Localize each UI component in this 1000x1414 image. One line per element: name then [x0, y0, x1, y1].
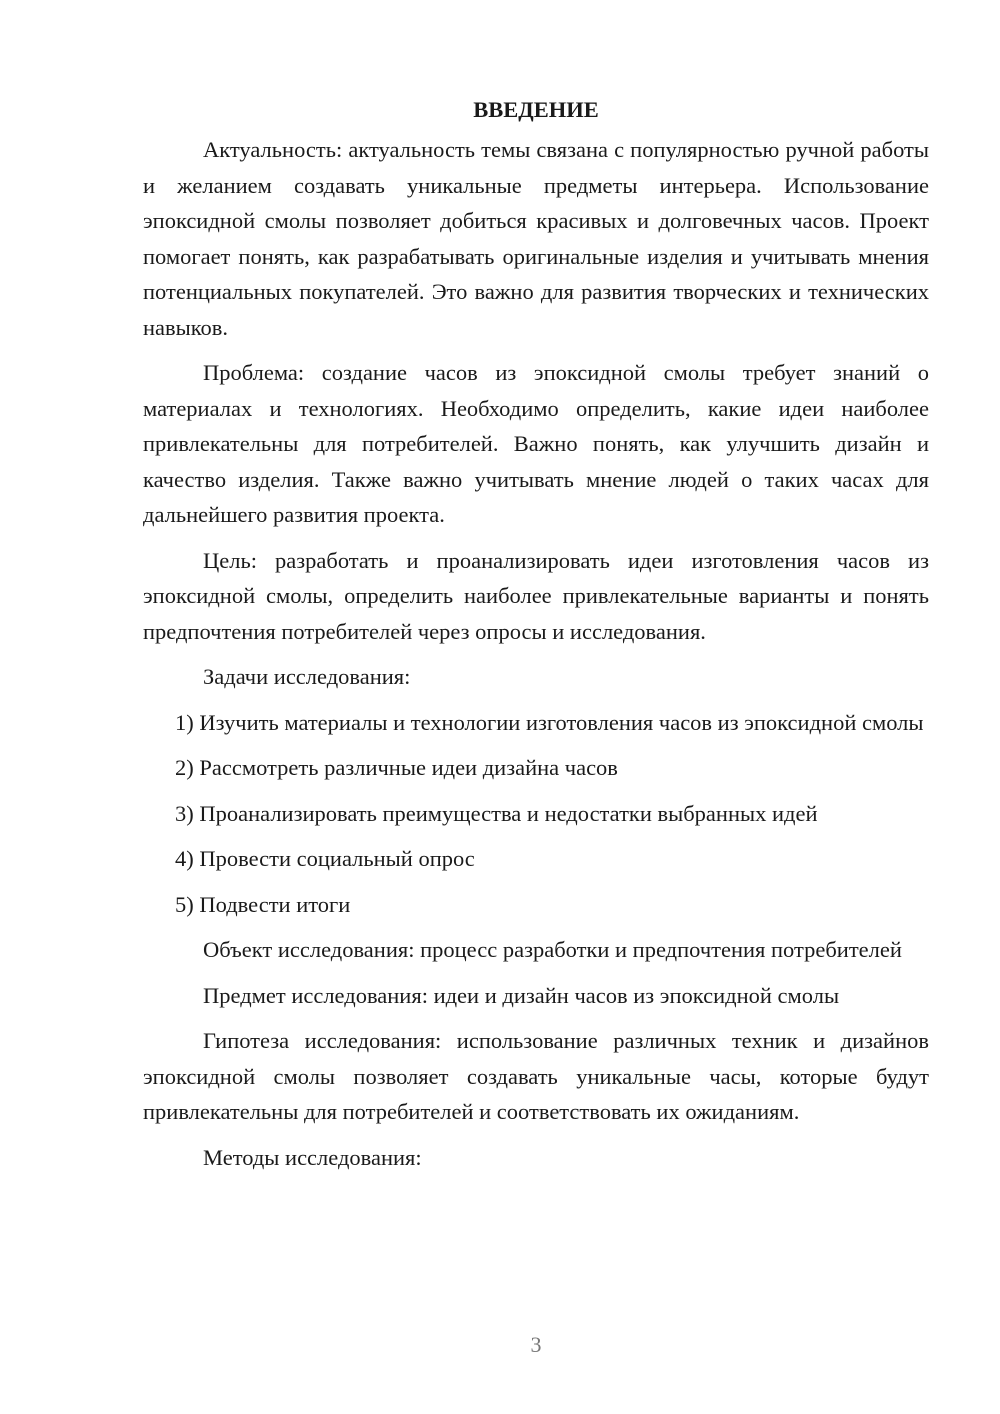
paragraph-relevance: Актуальность: актуальность темы связана с популярностью ручной работы и желанием создавать уникальные предметы интерьера. Использование эпоксидной смолы позволяет добиться красивых и долговечных часов. Проект помогает понять, как разрабатывать оригинальные изделия и учитывать мнения потенциальных покупателей. Это важно для развития творческих и технических навыков. [143, 137, 929, 340]
task-item-2: 2) Рассмотреть различные идеи дизайна часов [175, 755, 618, 780]
page-number: 3 [530, 1332, 542, 1357]
section-title: ВВЕДЕНИЕ [473, 97, 599, 122]
task-item-3: 3) Проанализировать преимущества и недостатки выбранных идей [175, 800, 818, 826]
paragraph-goal: Цель: разработать и проанализировать идеи изготовления часов из эпоксидной смолы, определить наиболее привлекательные варианты и понять предпочтения потребителей через опросы и исследования. [143, 547, 929, 644]
paragraph-subject: Предмет исследования: идеи и дизайн часов из эпоксидной смолы [203, 982, 840, 1008]
paragraph-hypothesis: Гипотеза исследования: использование различных техник и дизайнов эпоксидной смолы позволяет создавать уникальные часы, которые будут привлекательны для потребителей и соответствовать их ожиданиям. [143, 1028, 929, 1124]
task-item-5: 5) Подвести итоги [175, 891, 351, 917]
task-item-4: 4) Провести социальный опрос [175, 846, 475, 871]
task-item-1: 1) Изучить материалы и технологии изготовления часов из эпоксидной смолы [175, 709, 924, 735]
page-content [143, 92, 929, 1185]
methods-heading: Методы исследования: [203, 1144, 422, 1170]
paragraph-object: Объект исследования: процесс разработки и предпочтения потребителей [203, 937, 902, 962]
tasks-heading: Задачи исследования: [203, 664, 411, 689]
paragraph-problem: Проблема: создание часов из эпоксидной смолы требует знаний о материалах и технологиях. Необходимо определить, какие идеи наиболее привлекательны для потребителей. Важно понять, как улучшить дизайн и качество изделия. Также важно учитывать мнение людей о таких часах для дальнейшего развития проекта. [143, 360, 929, 527]
